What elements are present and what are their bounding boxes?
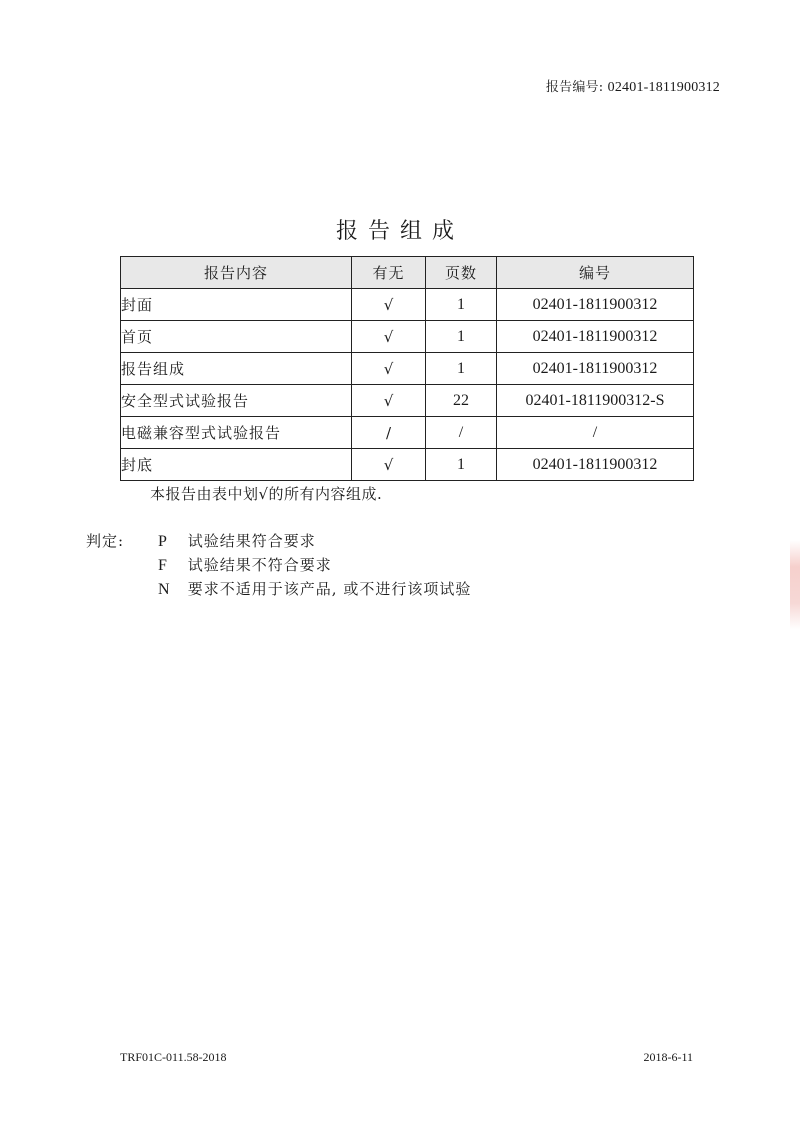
row-page-count: 1: [426, 321, 497, 353]
row-page-count: /: [426, 417, 497, 449]
verdict-code: F: [158, 557, 168, 574]
row-code: 02401-1811900312-S: [497, 385, 694, 417]
row-content-name: 安全型式试验报告: [121, 385, 352, 417]
row-present-mark: √: [352, 289, 426, 321]
col-header-code: 编号: [497, 257, 694, 289]
row-code: 02401-1811900312: [497, 353, 694, 385]
verdict-item-n: [158, 578, 471, 599]
row-content-name: 报告组成: [121, 353, 352, 385]
table-row: [121, 449, 694, 481]
table-row: [121, 353, 694, 385]
table-row: [121, 289, 694, 321]
row-code: /: [497, 417, 694, 449]
verdict-code: P: [158, 533, 168, 550]
verdict-label: 判定:: [86, 532, 125, 550]
row-present-mark: √: [352, 385, 426, 417]
row-content-name: 首页: [121, 321, 352, 353]
verdict-code: N: [158, 581, 171, 598]
row-content-name: 电磁兼容型式试验报告: [121, 417, 352, 449]
table-row: [121, 385, 694, 417]
row-content-name: 封面: [121, 289, 352, 321]
page-title: 报告组成: [335, 219, 464, 244]
verdict-item-p: [158, 530, 316, 551]
row-present-mark: /: [352, 417, 426, 449]
row-content-name: 封底: [121, 449, 352, 481]
row-page-count: 1: [426, 289, 497, 321]
table-row: [121, 321, 694, 353]
col-header-present: 有无: [352, 257, 426, 289]
report-number-label: 报告编号:: [545, 80, 604, 95]
seal-stamp-edge: [790, 540, 800, 630]
table-note: 本报告由表中划√的所有内容组成.: [150, 485, 383, 503]
row-page-count: 22: [426, 385, 497, 417]
table-row: [121, 417, 694, 449]
report-number-value: 02401-1811900312: [607, 80, 720, 95]
row-code: 02401-1811900312: [497, 449, 694, 481]
row-present-mark: √: [352, 353, 426, 385]
row-code: 02401-1811900312: [497, 321, 694, 353]
verdict-text: 试验结果不符合要求: [187, 556, 332, 574]
verdict-item-f: [158, 554, 332, 575]
col-header-pages: 页数: [426, 257, 497, 289]
verdict-text: 试验结果符合要求: [187, 532, 316, 550]
col-header-content: 报告内容: [121, 257, 352, 289]
row-page-count: 1: [426, 449, 497, 481]
issue-date: 2018-6-11: [643, 1050, 693, 1064]
row-present-mark: √: [352, 321, 426, 353]
row-page-count: 1: [426, 353, 497, 385]
row-present-mark: √: [352, 449, 426, 481]
row-code: 02401-1811900312: [497, 289, 694, 321]
form-id: TRF01C-011.58-2018: [120, 1050, 227, 1064]
verdict-text: 要求不适用于该产品, 或不进行该项试验: [187, 580, 472, 598]
table-header-row: [121, 257, 694, 289]
report-contents-table: [120, 256, 694, 481]
report-number: [500, 76, 720, 96]
